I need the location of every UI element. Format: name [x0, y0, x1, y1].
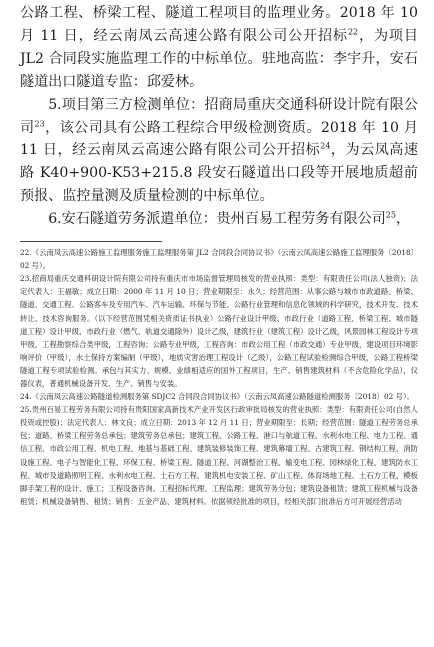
footnote-item: 22.《云南凤云高速公路施工监理服务施工监理服务第 JL2 合同段合同协议书》（云南云凤高速公路施工监理服务〔2018〕02 号）。 [20, 248, 418, 271]
footnote-reference: 23 [34, 118, 45, 128]
footnote-reference: 25 [385, 210, 396, 220]
body-text-segment: 公路工程、桥梁工程、隧道工程项目的监理业务。2018 年 10 月 11 日，经云南凤云高速公路有限公司公开招标 [20, 5, 418, 44]
footnote-list [20, 246, 418, 508]
footnote-reference: 24 [320, 141, 331, 151]
body-text-segment: 5.项目第三方检测单位：招商局重庆交通科研设计院有限公司 [20, 96, 418, 136]
footnote-separator [20, 241, 162, 242]
footnote-item: 25.贵州百易工程劳务有限公司持有贵阳国家高新技术产业开发区行政审批局核发的营业执照：类型：有限责任公司(自然人投资或控股)；法定代表人：林文良；成立日期：2013 年 12 月 11 日；营业期限至：长期；经营范围：隧道工程劳务总承包；道路、桥梁工程劳务总承包；建筑劳务总承包；建筑工程、公路工程、港口与航道工程、水利水电工程、电力工程、通信工程、市政公用工程、机电工程、地基与基础工程、建筑装修装饰工程、建筑幕墙工程、古建筑工程、钢结构工程、消防设施工程、电子与智能化工程、环保工程、桥梁工程、隧道工程、河湖整治工程、输变电工程、园林绿化工程、建筑防水工程、城市及道路照明工程、水利水电工程、土石方工程、建筑机电安装工程、矿山工程、体育场地工程、土石方工程、模板脚手架工程的设计、施工；工程设备咨询、工程招标代理、工程监理；建筑劳务分包；建筑设备租赁；建筑工程机械与设备租赁；机械设备销售、租赁；销售：五金产品、建筑材料。依据须经批准的项目，经相关部门批准后方可开展经营活动 [20, 405, 418, 506]
body-text-segment: ，为项目 JL2 合同段实施监理工作的中标单位。驻地高监：李宇升，安石隧道出口隧道专监：邱爱林。 [20, 27, 418, 90]
footnote-item: 23.招商局重庆交通科研设计院有限公司持有重庆市市场监督管理局核发的营业执照：类型：有限责任公司(法人独资)；法定代表人：王福敏；成立日期：2000 年 11 月 10 日；营业期限至：永久；经营范围：从事公路与城市市政道路、桥梁、隧道、交通工程、公路客车及专用汽车、汽车运输、环保与节能、公路行业管理和信息化领域的科学研究，技术开发、技术转让、技术咨询服务。（以下经营范围凭相关资质证书执业）公路行业设计甲级、市政行业（道路工程、桥梁工程、城市隧道工程）设计甲级、市政行业（燃气、轨道交通除外）设计乙级，建筑行业（建筑工程）设计乙级，风景园林工程设计专项甲级，工程勘察综合类甲级，工程咨询；公路专业甲级，工程咨询：市政公用工程（市政交通）专业甲级，建设项目环境影响评价（甲级），水土保持方案编制（甲级），地质灾害治理工程设计（乙级），公路工程试验检测综合甲级，公路工程桥梁隧道工程专项试验检测。承包与其实力、规模、业绩相适应的国外工程项目，生产、销售建筑材料（不含危险化学品），仪器仪表，普通机械设备开发、生产、销售与安装。 [20, 274, 418, 388]
body-paragraph [20, 208, 418, 231]
footnote-item: 24.《云南凤云高速公路隧道检测服务第 SDJC2 合同段合同协议书》（云南云凤高速公路隧道检测服务〔2018〕02 号）。 [20, 392, 414, 402]
main-body-text [20, 2, 418, 231]
body-text-segment: ，为云凤高速路 K40+900-K53+215.8 段安石隧道出口段等开展地质超前预报、监控量测及质量检测的中标单位。 [20, 142, 418, 205]
body-paragraph [20, 94, 418, 209]
footnote-reference: 22 [347, 27, 359, 37]
body-text-segment: ， [395, 211, 411, 228]
body-paragraph [20, 2, 418, 94]
body-text-segment: ，该公司具有公路工程综合甲级检测资质。2018 年 10 月 11 日，经云南凤云高速公路有限公司公开招标 [20, 119, 418, 159]
body-text-segment: 6.安石隧道劳务派遣单位：贵州百易工程劳务有限公司 [48, 211, 386, 228]
